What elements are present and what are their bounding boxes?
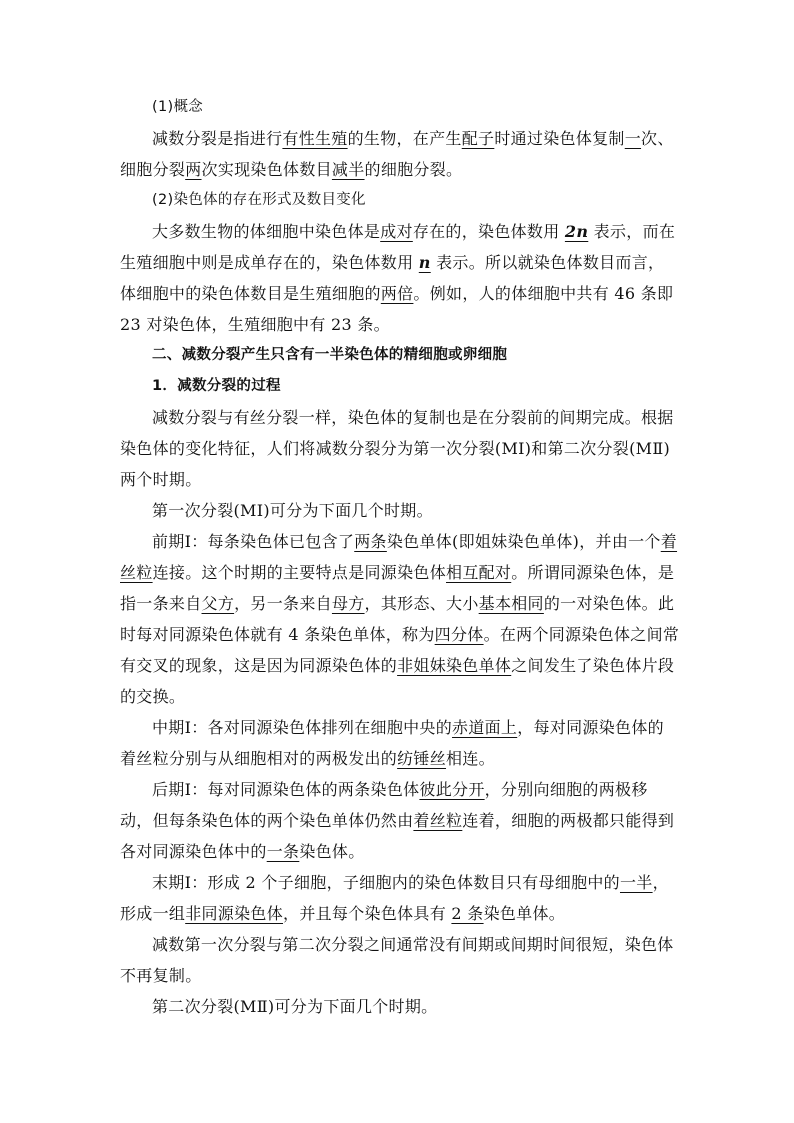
answer-blank: 两条 (354, 532, 387, 551)
answer-blank: 两 (185, 160, 202, 179)
heading-concept: (1)概念 (152, 99, 204, 115)
answer-blank: 赤道面上 (452, 718, 518, 737)
text: 表示。所以就染色体数目而言，体细胞中的染色体数目是生殖细胞的 (120, 253, 665, 303)
text: 的细胞分裂。 (364, 160, 463, 179)
paragraph-chromosome-number (120, 216, 680, 340)
answer-blank: 一半 (619, 873, 653, 892)
document-body (120, 92, 680, 1022)
text: ，另一条来自 (234, 594, 332, 613)
text: 后期Ⅰ：每对同源染色体的两条染色体 (152, 780, 420, 799)
text: 。在两个同源染色体之间常有交叉的现象，这是因为同源染色体的 (120, 625, 680, 675)
answer-blank: 有性生殖 (282, 129, 348, 148)
text: 末期Ⅰ：形成 2 个子细胞，子细胞内的染色体数目只有母细胞中的 (152, 873, 620, 892)
text: 中期Ⅰ：各对同源染色体排列在细胞中央的 (152, 718, 453, 737)
answer-blank: 彼此分开 (419, 780, 485, 799)
text: 前期Ⅰ：每条染色体已包含了 (152, 532, 355, 551)
text: 连着，细胞的两极都只能得到各对同源染色体中的 (120, 811, 675, 861)
section-heading: 二、减数分裂产生只含有一半染色体的精细胞或卵细胞 (152, 347, 508, 363)
text: 表示，而在生殖细胞中则是成单存在的，染色体数用 (120, 222, 676, 272)
text: 时通过染色体复制 (494, 129, 625, 148)
text: 。例如，人的体细胞中共有 46 条即 23 对染色体，生殖细胞中有 23 条。 (120, 284, 674, 334)
text: 染色单体。 (483, 904, 566, 923)
answer-blank: 非同源染色体 (185, 904, 284, 923)
answer-blank: 母方 (331, 594, 365, 613)
paragraph-first-division: 第一次分裂(MⅠ)可分为下面几个时期。 (152, 501, 433, 520)
text: ，每对同源染色体的着丝粒分别与从细胞相对的两极发出的 (120, 718, 664, 768)
answer-blank: 基本相同 (478, 594, 544, 613)
text: 存在的，染色体数用 (412, 222, 565, 241)
text: 大多数生物的体细胞中染色体是 (152, 222, 381, 241)
answer-blank: 着丝粒 (120, 532, 678, 582)
paragraph-anaphase-1 (120, 774, 680, 867)
paragraph-prophase-1 (120, 526, 680, 712)
answer-blank: 相互配对 (446, 563, 512, 582)
answer-blank: n (418, 253, 431, 272)
answer-blank: 一条 (266, 842, 300, 861)
paragraph-telophase-1 (120, 867, 680, 929)
paragraph-process-intro: 减数分裂与有丝分裂一样，染色体的复制也是在分裂前的间期完成。根据染色体的变化特征，人们将减数分裂分为第一次分裂(MⅠ)和第二次分裂(MⅡ)两个时期。 (120, 408, 674, 489)
answer-blank: 纺锤丝 (397, 749, 447, 768)
text: 之间发生了染色体片段的交换。 (120, 656, 675, 706)
text: 相连。 (446, 749, 495, 768)
answer-blank: 着丝粒 (413, 811, 463, 830)
heading-chromosome-form: (2)染色体的存在形式及数目变化 (152, 192, 366, 208)
text: ，其形态、大小 (364, 594, 479, 613)
text: 减数分裂是指进行 (152, 129, 283, 148)
text: ，并且每个染色体具有 (283, 904, 452, 923)
answer-blank: 非姐妹染色单体 (397, 656, 512, 675)
answer-blank: 父方 (201, 594, 235, 613)
paragraph-interkinesis: 减数第一次分裂与第二次分裂之间通常没有间期或间期时间很短，染色体不再复制。 (120, 935, 674, 985)
answer-blank: 两倍 (380, 284, 414, 303)
text: 的一对染色体。此时每对同源染色体就有 4 条染色单体，称为 (120, 594, 675, 644)
text: 的生物，在产生 (347, 129, 462, 148)
text: 。所谓同源染色体，是指一条来自 (120, 563, 675, 613)
paragraph-second-division: 第二次分裂(MⅡ)可分为下面几个时期。 (152, 997, 438, 1016)
answer-blank: 2 条 (451, 904, 484, 923)
text: 连接。这个时期的主要特点是同源染色体 (152, 563, 447, 582)
answer-blank: 成对 (380, 222, 413, 241)
text: 次实现染色体数目 (201, 160, 332, 179)
answer-blank: 四分体 (434, 625, 484, 644)
text: 染色体。 (299, 842, 365, 861)
answer-blank: 配子 (461, 129, 495, 148)
answer-blank: 2n (564, 222, 589, 241)
text: 次、细胞分裂 (120, 129, 674, 179)
text: ，形成一组 (120, 873, 669, 923)
answer-blank: 减半 (331, 160, 365, 179)
subsection-heading: 1．减数分裂的过程 (152, 378, 281, 394)
paragraph-metaphase-1 (120, 712, 680, 774)
text: 染色单体(即姐妹染色单体)，并由一个 (386, 532, 661, 551)
text: ，分别向细胞的两极移动，但每条染色体的两个染色单体仍然由 (120, 780, 648, 830)
paragraph-definition (120, 123, 680, 185)
answer-blank: 一 (624, 129, 642, 148)
